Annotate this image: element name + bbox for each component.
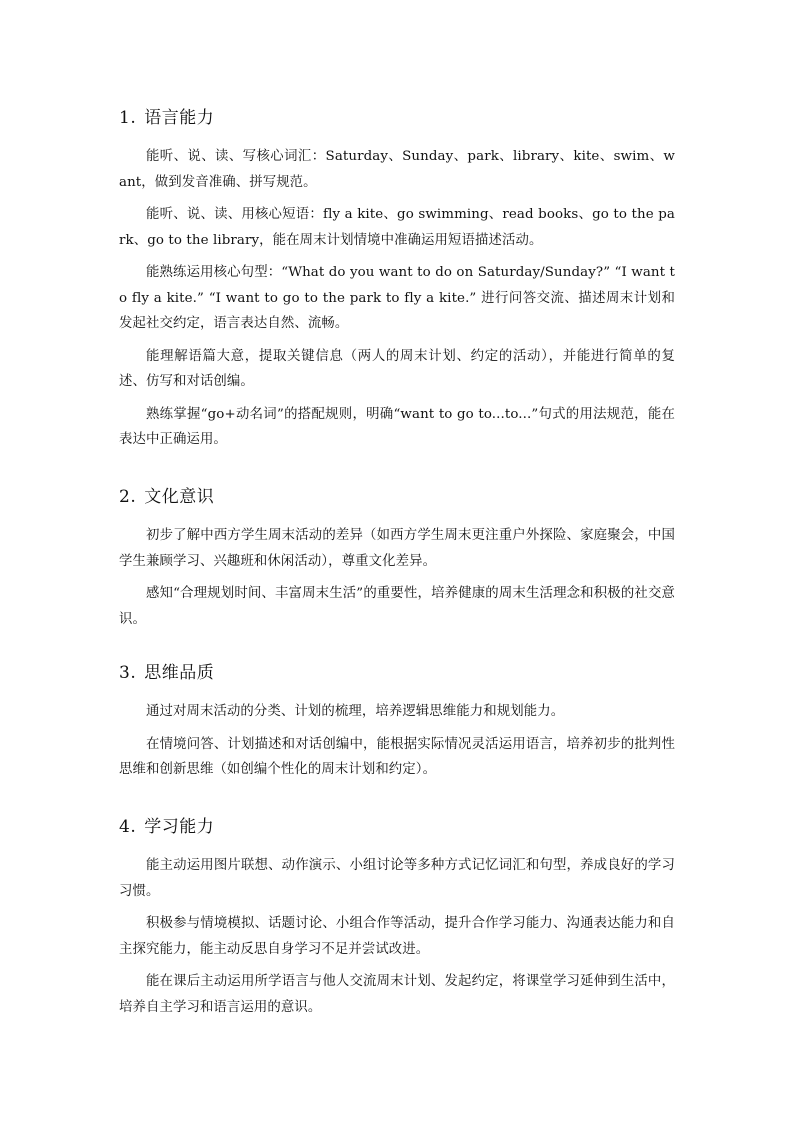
paragraph: 通过对周末活动的分类、计划的梳理，培养逻辑思维能力和规划能力。 [146,704,565,719]
paragraph: 感知“合理规划时间、丰富周末生活”的重要性，培养健康的周末生活理念和积极的社交意识。 [119,586,675,627]
section-heading [119,106,675,130]
paragraph: 能理解语篇大意，提取关键信息（两人的周末计划、约定的活动），并能进行简单的复述、仿写和对话创编。 [119,348,675,389]
section-learning-ability [119,815,675,1027]
section-title: 文化意识 [144,487,215,507]
section-title: 学习能力 [144,817,215,837]
paragraph: 积极参与情境模拟、话题讨论、小组合作等活动，提升合作学习能力、沟通表达能力和自主探究能力，能主动反思自身学习不足并尝试改进。 [119,916,675,957]
section-title: 语言能力 [144,108,215,128]
paragraph: 能听、说、读、写核心词汇：Saturday、Sunday、park、library、kite、swim、want，做到发音准确、拼写规范。 [119,149,675,190]
paragraph: 能听、说、读、用核心短语：fly a kite、go swimming、read books、go to the park、go to the library，能在周末计划情境中准确运用短语描述活动。 [119,207,675,248]
section-title: 思维品质 [144,663,215,683]
section-number: 3. [119,663,137,683]
paragraph: 熟练掌握“go+动名词”的搭配规则，明确“want to go to...to...”句式的用法规范，能在表达中正确运用。 [119,406,675,447]
paragraph: 能主动运用图片联想、动作演示、小组讨论等多种方式记忆词汇和句型，养成良好的学习习惯。 [119,858,675,899]
section-heading [119,815,675,839]
paragraph: 能在课后主动运用所学语言与他人交流周末计划、发起约定，将课堂学习延伸到生活中，培养自主学习和语言运用的意识。 [119,974,675,1015]
section-number: 4. [119,817,137,837]
section-heading [119,661,675,685]
section-number: 2. [119,487,137,507]
paragraph: 在情境问答、计划描述和对话创编中，能根据实际情况灵活运用语言，培养初步的批判性思维和创新思维（如创编个性化的周末计划和约定）。 [119,736,675,777]
section-language-ability [119,106,675,460]
paragraph: 初步了解中西方学生周末活动的差异（如西方学生周末更注重户外探险、家庭聚会，中国学生兼顾学习、兴趣班和休闲活动），尊重文化差异。 [119,528,675,569]
section-thinking-quality [119,661,675,790]
section-number: 1. [119,108,137,128]
paragraph: 能熟练运用核心句型：“What do you want to do on Saturday/Sunday?” “I want to fly a kite.” “I want to go to the park to fly a kite.” 进行问答交流、描述周末计划和发起社交约定，语言表达自然、流畅。 [119,265,675,331]
section-cultural-awareness [119,485,675,639]
section-heading [119,485,675,509]
